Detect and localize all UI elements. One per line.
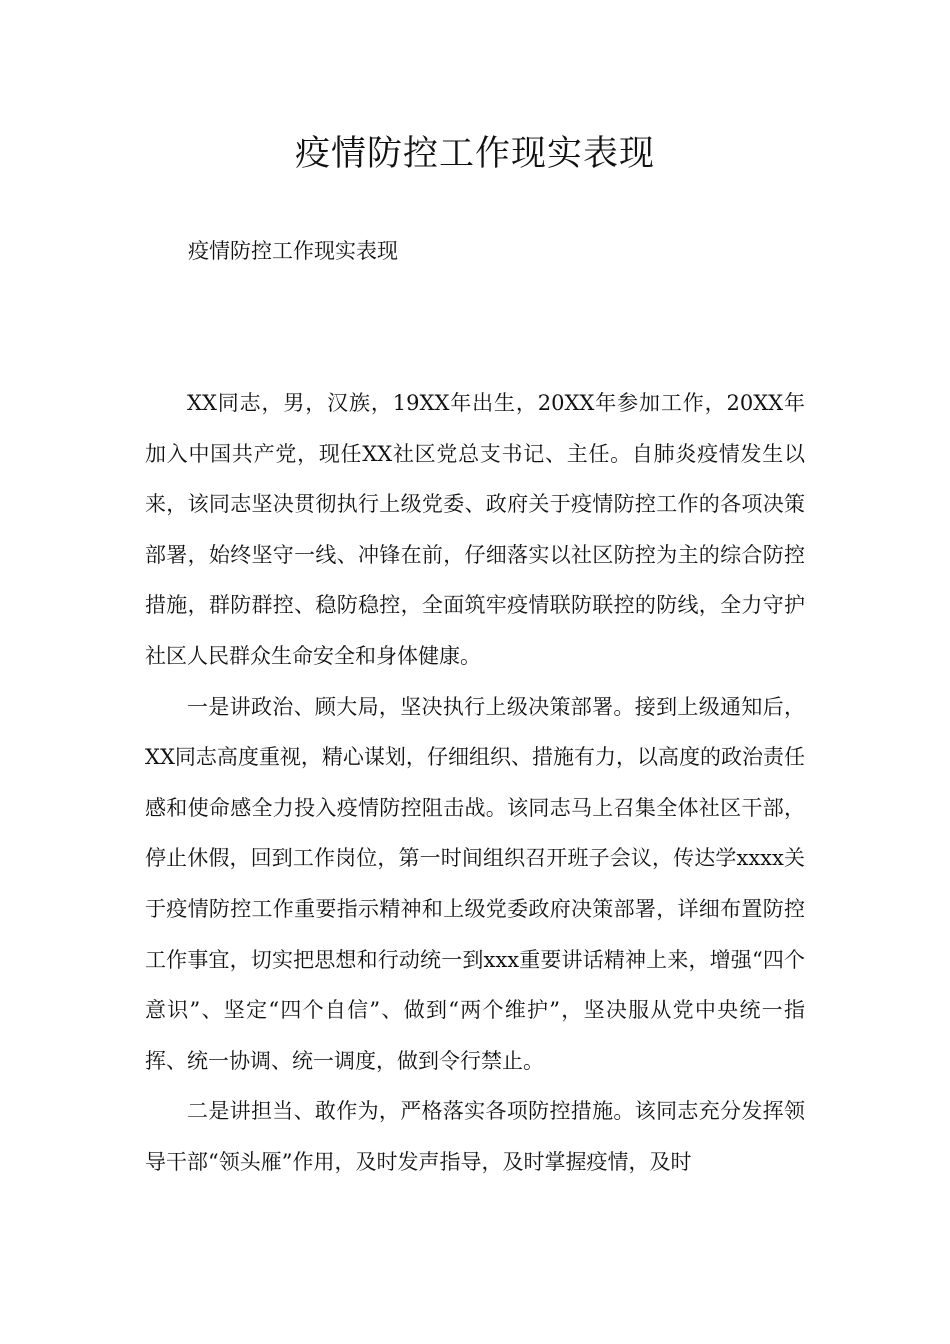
document-title: 疫情防控工作现实表现 xyxy=(294,134,655,174)
paragraph-3: 二是讲担当、敢作为，严格落实各项防控措施。该同志充分发挥领导干部“领头雁”作用，及时发声指导，及时掌握疫情，及时 xyxy=(145,1099,805,1174)
document-body xyxy=(145,378,805,1188)
paragraph-2: 一是讲政治、顾大局，坚决执行上级决策部署。接到上级通知后，XX同志高度重视，精心谋划，仔细组织、措施有力，以高度的政治责任感和使命感全力投入疫情防控阻击战。该同志马上召集全体社区干部，停止休假，回到工作岗位，第一时间组织召开班子会议，传达学xxxx关于疫情防控工作重要指示精神和上级党委政府决策部署，详细布置防控工作事宜，切实把思想和行动统一到xxx重要讲话精神上来，增强“四个意识”、坚定“四个自信”、做到“两个维护”，坚决服从党中央统一指挥、统一协调、统一调度，做到令行禁止。 xyxy=(145,694,805,1073)
document-subtitle: 疫情防控工作现实表现 xyxy=(188,239,398,263)
paragraph-1: XX同志，男，汉族，19XX年出生，20XX年参加工作，20XX年加入中国共产党，现任XX社区党总支书记、主任。自肺炎疫情发生以来，该同志坚决贯彻执行上级党委、政府关于疫情防控工作的各项决策部署，始终坚守一线、冲锋在前，仔细落实以社区防控为主的综合防控措施，群防群控、稳防稳控，全面筑牢疫情联防联控的防线，全力守护社区人民群众生命安全和身体健康。 xyxy=(145,391,805,668)
